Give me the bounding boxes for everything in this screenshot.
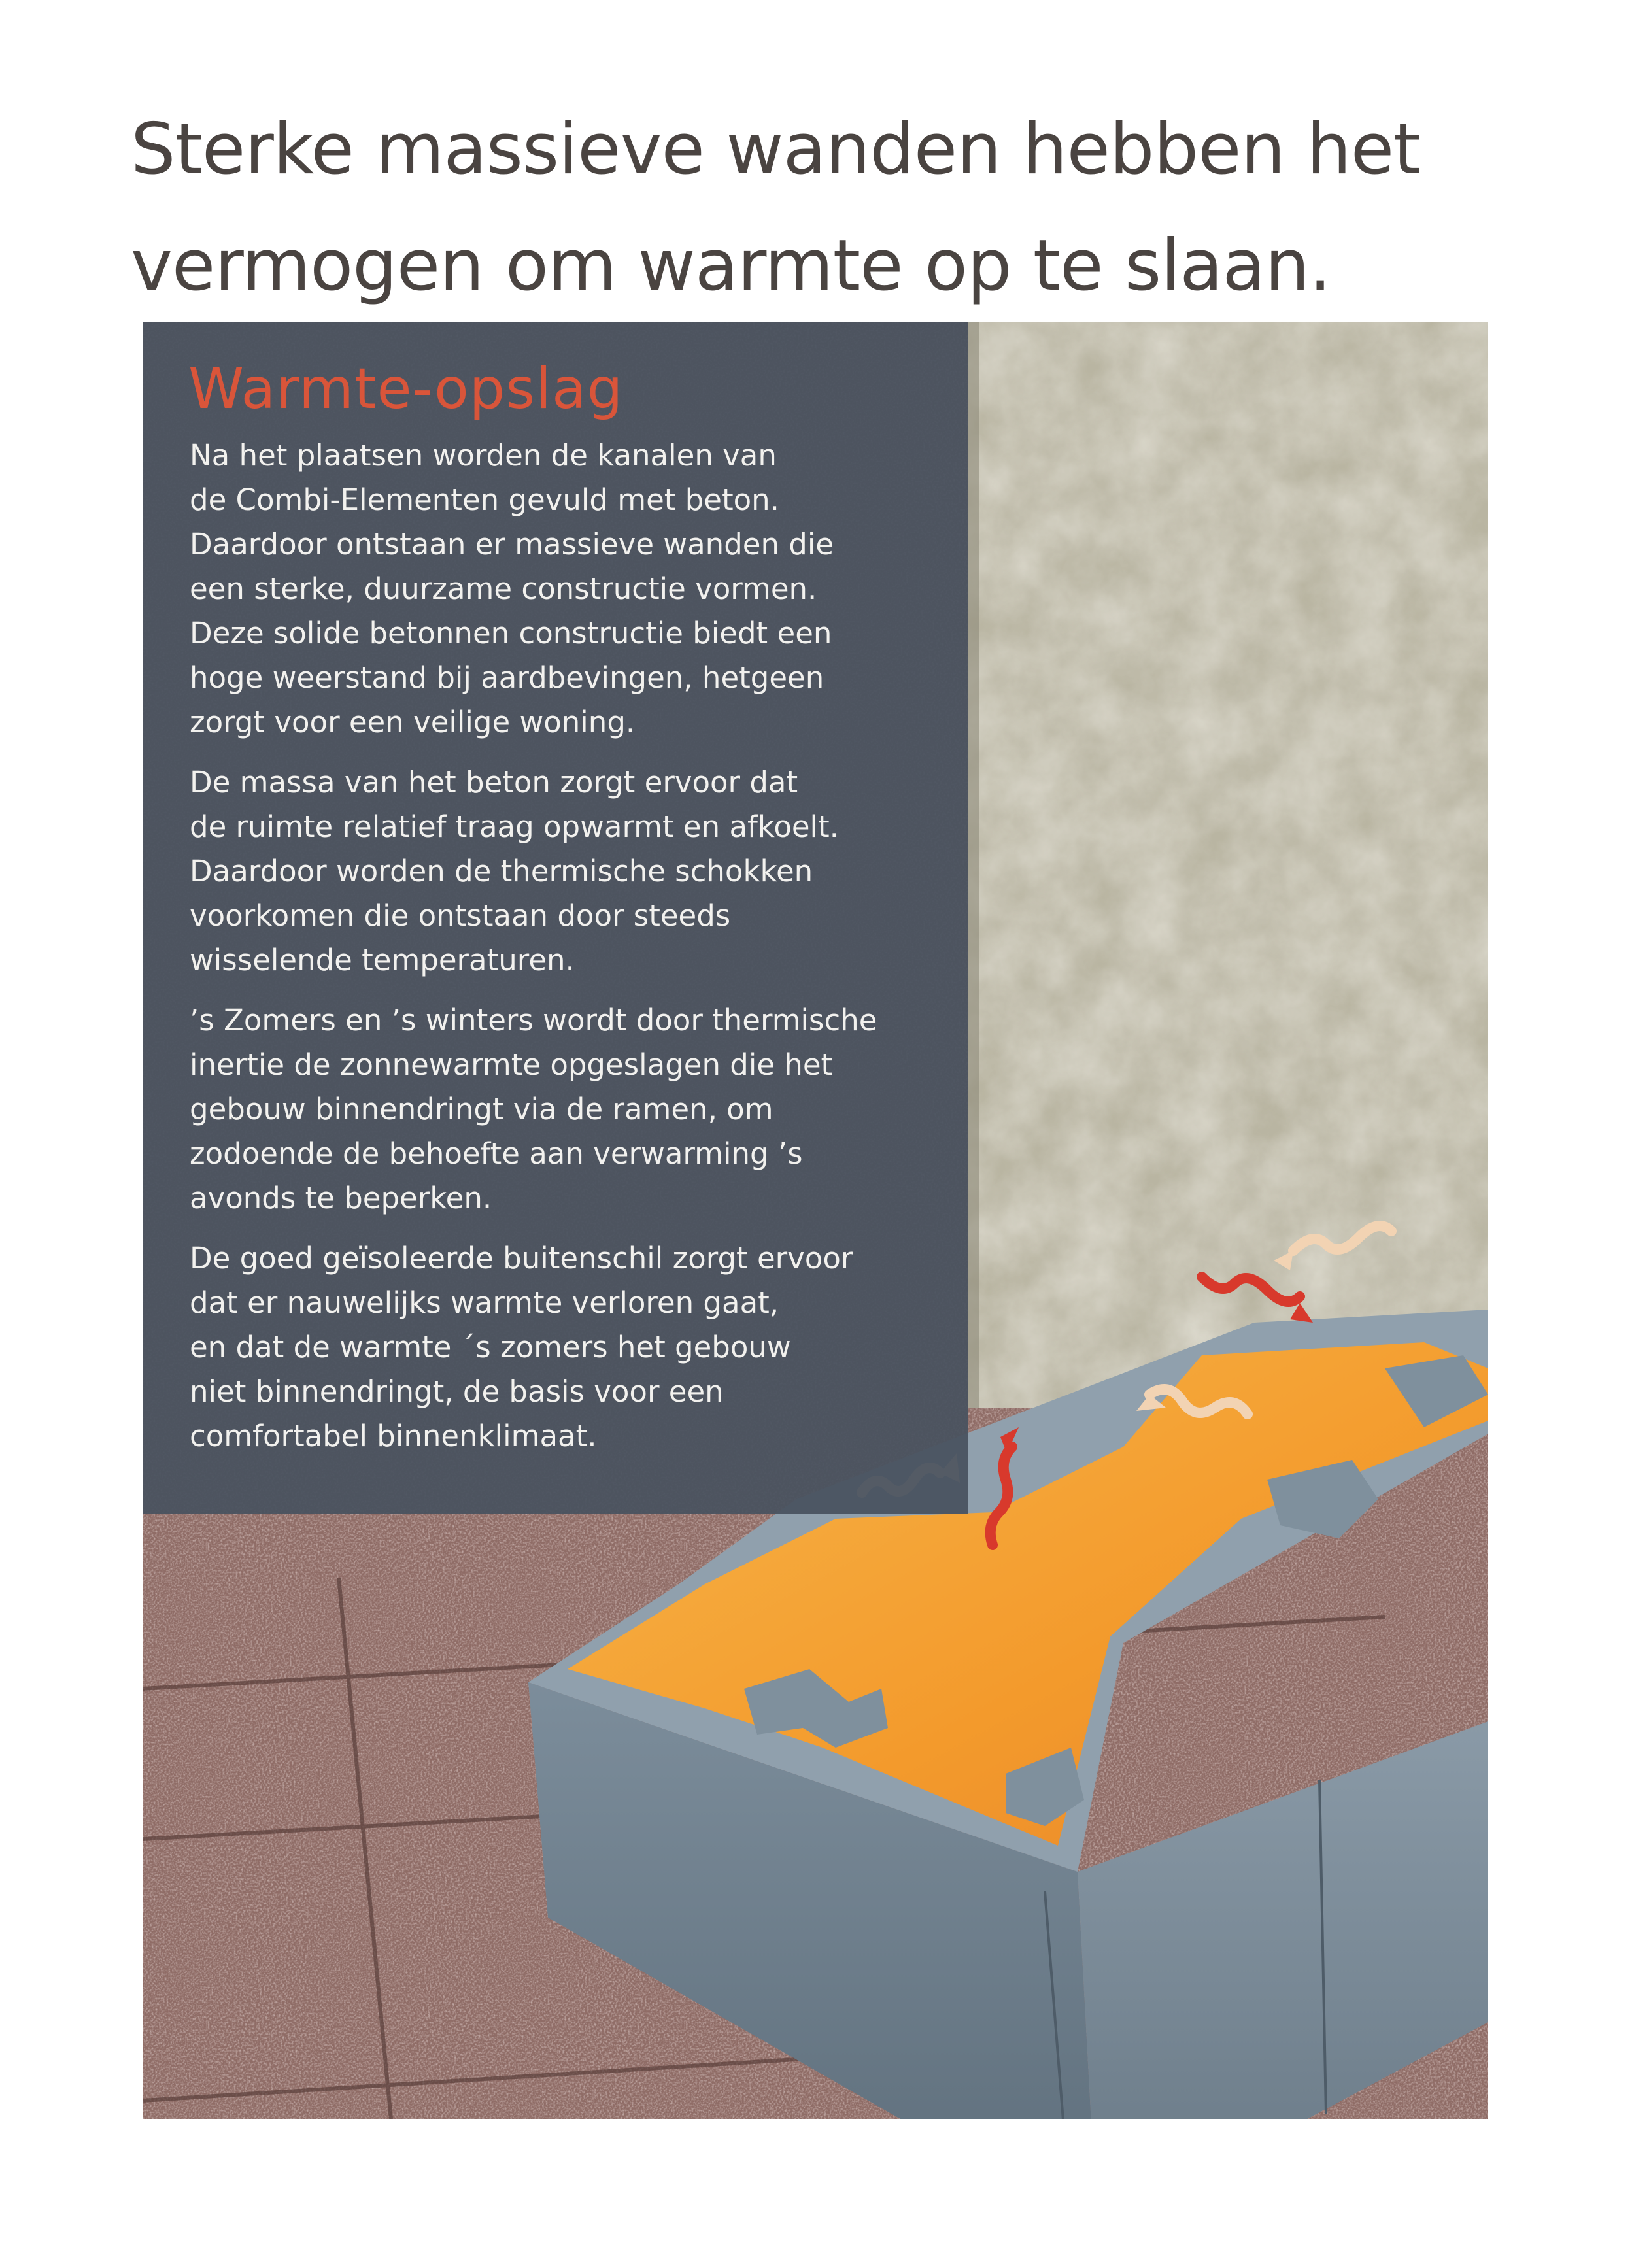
paragraph-1: Na het plaatsen worden de kanalen van de Combi-Elementen gevuld met beton. Daardoor ontstaan er massieve wanden die een sterke, duurzame constructie vormen. Deze solide betonnen constructie biedt een hoge weerstand bij aardbevingen, hetgeen zorgt voor een veilige woning. [190, 438, 834, 739]
paragraph-3: ’s Zomers en ’s winters wordt door thermische inertie de zonnewarmte opgeslagen die het gebouw binnendringt via de ramen, om zodoende de behoefte aan verwarming ’s avonds te beperken. [190, 1003, 877, 1215]
info-panel-title: Warmte-opslag [188, 356, 624, 422]
info-panel-body [190, 433, 1053, 1474]
illustration [143, 322, 1488, 2119]
paragraph-4: De goed geïsoleerde buitenschil zorgt ervoor dat er nauwelijks warmte verloren gaat, en dat de warmte ´s zomers het gebouw niet binnendringt, de basis voor een comfortabel binnenklimaat. [190, 1241, 853, 1453]
page-headline: Sterke massieve wanden hebben het vermogen om warmte op te slaan. [131, 109, 1421, 307]
paragraph-2: De massa van het beton zorgt ervoor dat de ruimte relatief traag opwarmt en afkoelt. Daardoor worden de thermische schokken voorkomen die ontstaan door steeds wisselende temperaturen. [190, 765, 839, 977]
info-panel [143, 322, 968, 1514]
